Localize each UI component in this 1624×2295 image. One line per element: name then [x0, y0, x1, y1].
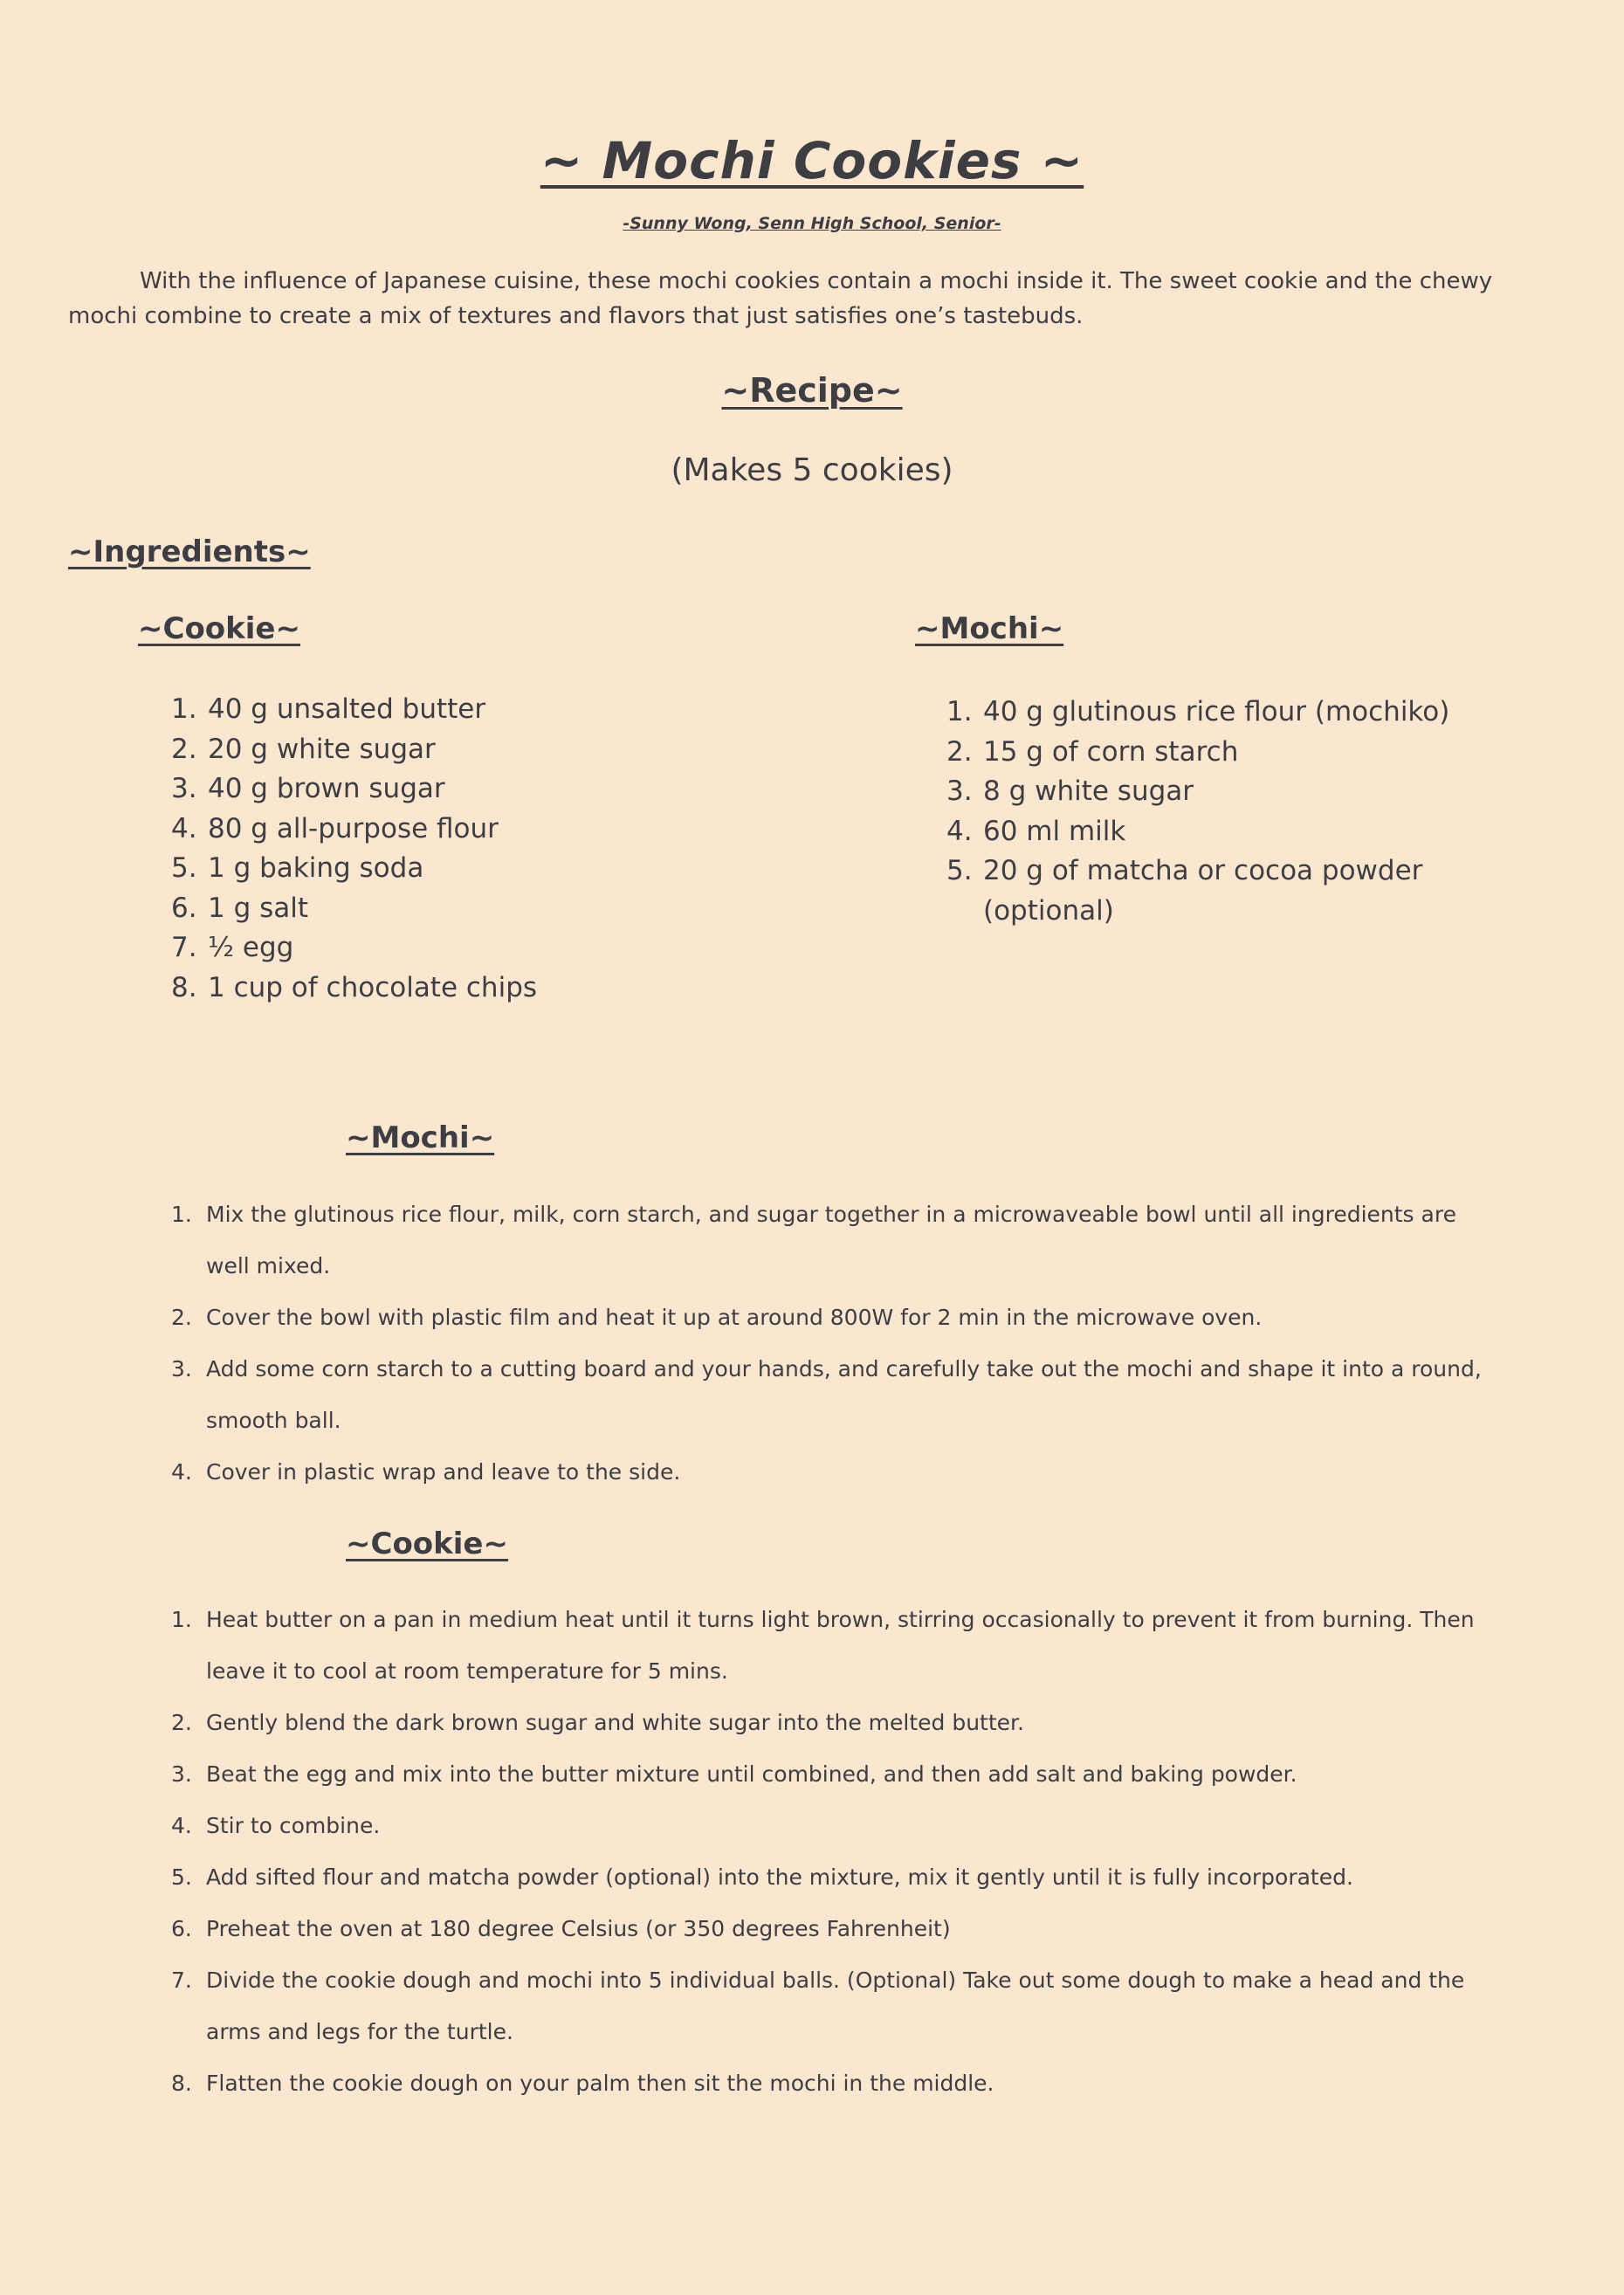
- list-item: 7. Divide the cookie dough and mochi into 5 individual balls. (Optional) Take out some dough to make a head and the arms and legs for the turtle.: [171, 1968, 1465, 2044]
- cookie-ingredients-heading: ~Cookie~: [138, 611, 300, 646]
- list-item: 3. 8 g white sugar: [946, 775, 1194, 807]
- list-item: 4. 80 g all-purpose flour: [171, 812, 499, 844]
- list-item: 2. Cover the bowl with plastic film and heat it up at around 800W for 2 min in the microwave oven.: [171, 1305, 1263, 1330]
- mochi-ingredients-heading: ~Mochi~: [915, 611, 1064, 646]
- list-item: 2. 15 g of corn starch: [946, 735, 1239, 768]
- list-item: 1. Heat butter on a pan in medium heat until it turns light brown, stirring occasionally to prevent it from burning. Then leave it to cool at room temperature for 5 mins.: [171, 1607, 1475, 1684]
- author-line: -Sunny Wong, Senn High School, Senior-: [623, 214, 1001, 233]
- intro-paragraph: With the influence of Japanese cuisine, these mochi cookies contain a mochi inside it. The sweet cookie and the chewy mochi combine to create a mix of textures and flavors that just satisfies one’s tastebuds.: [68, 268, 1493, 329]
- list-item: 4. 60 ml milk: [946, 815, 1126, 847]
- list-item: 6. Preheat the oven at 180 degree Celsius (or 350 degrees Fahrenheit): [171, 1916, 951, 1941]
- list-item: 3. Beat the egg and mix into the butter mixture until combined, and then add salt and baking powder.: [171, 1761, 1297, 1787]
- recipe-yield: (Makes 5 cookies): [671, 452, 953, 488]
- list-item: 1. Mix the glutinous rice flour, milk, corn starch, and sugar together in a microwaveable bowl until all ingredients are well mixed.: [171, 1202, 1456, 1278]
- list-item: 5. 20 g of matcha or cocoa powder (optional): [946, 855, 1423, 927]
- list-item: 5. 1 g baking soda: [171, 852, 424, 884]
- list-item: 3. Add some corn starch to a cutting board and your hands, and carefully take out the mochi and shape it into a round, smooth ball.: [171, 1356, 1482, 1433]
- list-item: 8. 1 cup of chocolate chips: [171, 971, 538, 1003]
- list-item: 4. Stir to combine.: [171, 1813, 381, 1838]
- cookie-steps-heading: ~Cookie~: [346, 1527, 508, 1561]
- list-item: 5. Add sifted flour and matcha powder (optional) into the mixture, mix it gently until it is fully incorporated.: [171, 1864, 1353, 1890]
- list-item: 1. 40 g unsalted butter: [171, 693, 486, 725]
- list-item: 3. 40 g brown sugar: [171, 773, 445, 804]
- list-item: 8. Flatten the cookie dough on your palm then sit the mochi in the middle.: [171, 2071, 994, 2096]
- list-item: 2. Gently blend the dark brown sugar and white sugar into the melted butter.: [171, 1710, 1024, 1735]
- list-item: 6. 1 g salt: [171, 892, 309, 924]
- list-item: 1. 40 g glutinous rice flour (mochiko): [946, 696, 1450, 727]
- cookie-ingredient-list: [171, 690, 852, 1008]
- list-item: 2. 20 g white sugar: [171, 733, 436, 765]
- mochi-steps-heading: ~Mochi~: [346, 1120, 495, 1155]
- page-title: ~ Mochi Cookies ~: [540, 131, 1084, 190]
- ingredients-heading: ~Ingredients~: [68, 534, 311, 569]
- mochi-ingredient-list: [946, 693, 1558, 931]
- recipe-heading: ~Recipe~: [721, 371, 903, 410]
- list-item: 4. Cover in plastic wrap and leave to the side.: [171, 1459, 681, 1485]
- mochi-steps-list: [171, 1189, 1498, 1498]
- cookie-steps-list: [171, 1594, 1498, 2109]
- list-item: 7. ½ egg: [171, 932, 294, 963]
